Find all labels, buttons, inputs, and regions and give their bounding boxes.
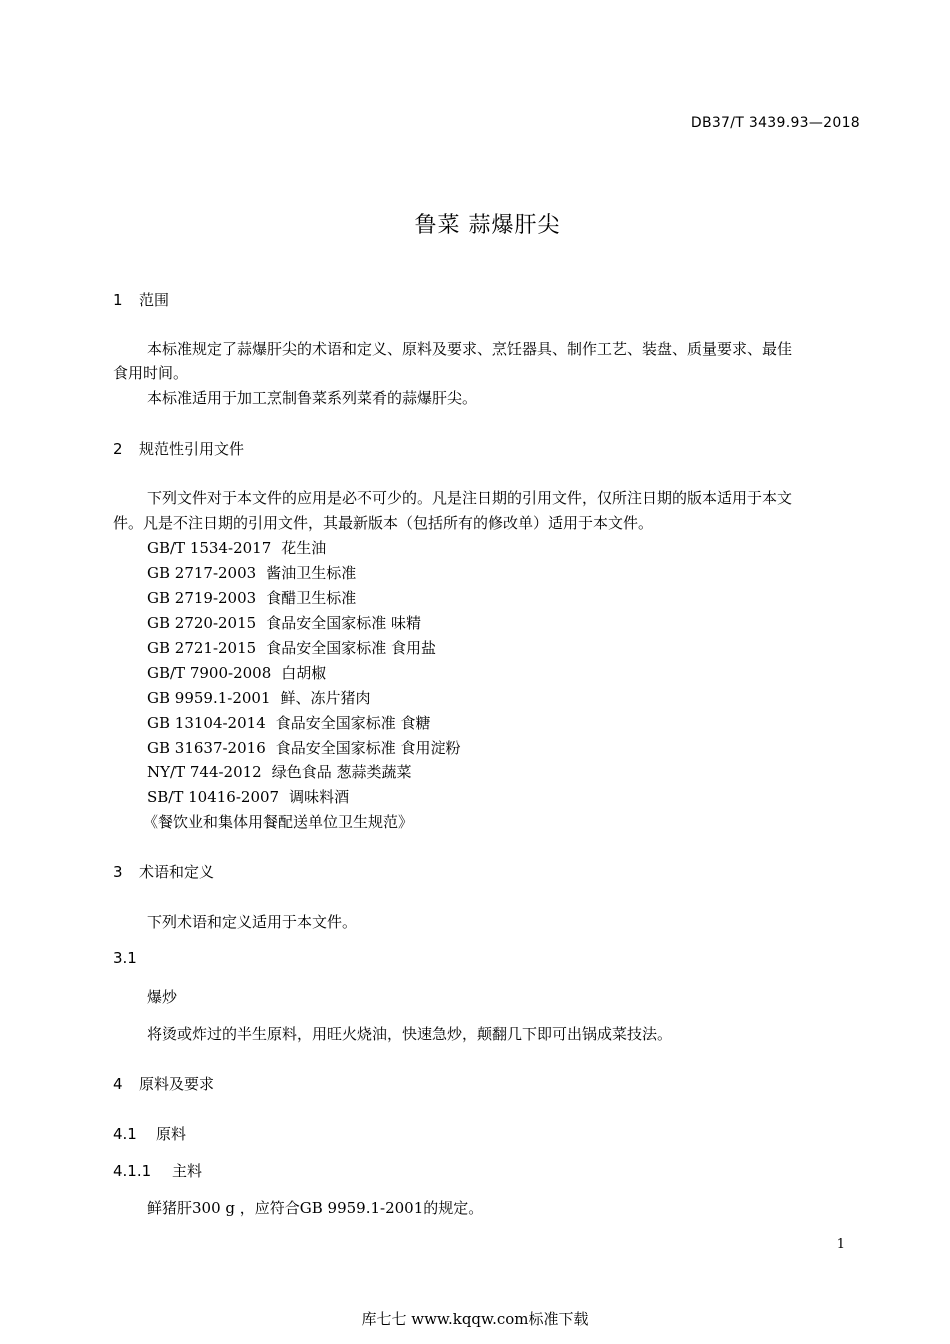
scope-paragraph-line2: 食用时间。 <box>113 364 189 382</box>
section-title: 原料及要求 <box>139 1075 215 1093</box>
standard-code: DB37/T 3439.93—2018 <box>690 115 860 131</box>
reference-item: GB 2717-2003 酱油卫生标准 <box>147 564 357 582</box>
reference-item: SB/T 10416-2007 调味料酒 <box>147 788 350 806</box>
section-title: 术语和定义 <box>139 863 215 881</box>
subsection-number: 4.1 <box>113 1125 137 1143</box>
reference-item: GB/T 1534-2017 花生油 <box>147 539 327 557</box>
scope-paragraph-2: 本标准适用于加工烹制鲁菜系列菜肴的蒜爆肝尖。 <box>147 389 478 407</box>
reference-item: GB/T 7900-2008 白胡椒 <box>147 664 327 682</box>
references-intro-line2: 件。凡是不注日期的引用文件，其最新版本（包括所有的修改单）适用于本文件。 <box>113 514 654 532</box>
document-title: 鲁菜 蒜爆肝尖 <box>414 213 561 238</box>
reference-item: GB 9959.1-2001 鲜、冻片猪肉 <box>147 689 371 707</box>
term-definition: 将烫或炸过的半生原料，用旺火烧油，快速急炒，颠翻几下即可出锅成菜技法。 <box>147 1025 673 1043</box>
page-number: 1 <box>836 1237 845 1252</box>
subsection-title: 主料 <box>172 1162 203 1180</box>
section-number: 4 <box>113 1075 123 1093</box>
subsection-4-1-heading <box>113 1123 186 1144</box>
term-number: 3.1 <box>113 949 137 967</box>
subsection-number: 4.1.1 <box>113 1162 152 1180</box>
section-number: 3 <box>113 863 123 881</box>
footer-watermark: 库七七 www.kqqw.com标准下载 <box>361 1310 589 1328</box>
references-intro-line1: 下列文件对于本文件的应用是必不可少的。凡是注日期的引用文件，仅所注日期的版本适用于本文 <box>147 489 793 507</box>
section-number: 2 <box>113 440 123 458</box>
scope-paragraph-line1: 本标准规定了蒜爆肝尖的术语和定义、原料及要求、烹饪器具、制作工艺、装盘、质量要求、最佳 <box>147 340 793 358</box>
section-4-heading <box>113 1073 214 1094</box>
section-2-heading <box>113 438 244 459</box>
reference-item: GB 13104-2014 食品安全国家标准 食糖 <box>147 714 431 732</box>
section-number: 1 <box>113 291 123 309</box>
subsection-title: 原料 <box>156 1125 187 1143</box>
section-title: 规范性引用文件 <box>139 440 245 458</box>
section-3-heading <box>113 861 214 882</box>
main-ingredient-text: 鲜猪肝300 g ，应符合GB 9959.1-2001的规定。 <box>147 1199 484 1217</box>
term-name: 爆炒 <box>147 988 178 1006</box>
reference-regulation: 《餐饮业和集体用餐配送单位卫生规范》 <box>143 813 414 831</box>
reference-item: GB 2720-2015 食品安全国家标准 味精 <box>147 614 421 632</box>
terms-intro: 下列术语和定义适用于本文件。 <box>147 913 358 931</box>
reference-item: GB 2721-2015 食品安全国家标准 食用盐 <box>147 639 436 657</box>
reference-item: GB 2719-2003 食醋卫生标准 <box>147 589 357 607</box>
reference-item: NY/T 744-2012 绿色食品 葱蒜类蔬菜 <box>147 763 412 781</box>
reference-item: GB 31637-2016 食品安全国家标准 食用淀粉 <box>147 739 461 757</box>
section-title: 范围 <box>139 291 170 309</box>
section-1-heading <box>113 289 169 310</box>
subsection-4-1-1-heading <box>113 1160 202 1181</box>
